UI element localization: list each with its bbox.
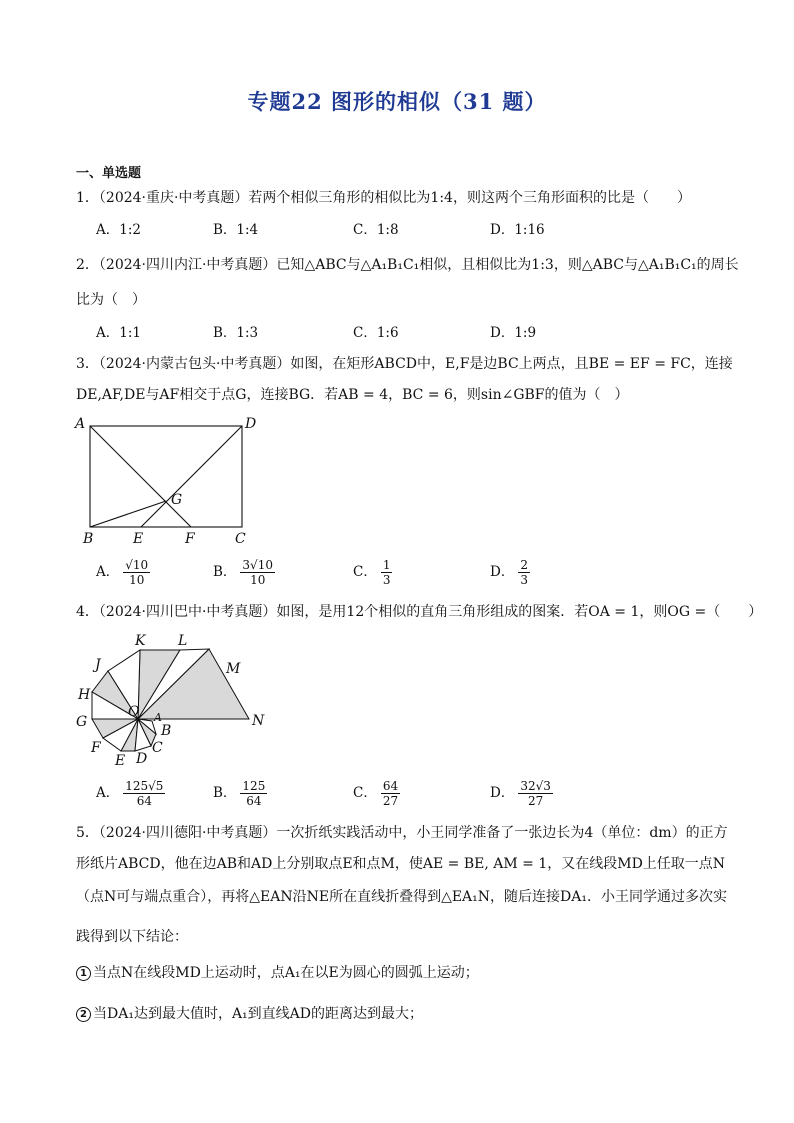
label-h: H: [78, 687, 91, 703]
q4-option-a[interactable]: A． $\frac{125√5}{64}$: [96, 779, 164, 808]
page-title: 专题22 图形的相似（31 题）: [247, 89, 547, 114]
q4-option-c[interactable]: C． $\frac{64}{27}$: [353, 779, 399, 808]
question-3-line1: 3．（2024·内蒙古包头·中考真题）如图，在矩形ABCD中，E,F是边BC上两点，且BE = EF = FC，连接: [76, 356, 733, 372]
label-e: E: [133, 531, 144, 547]
label-g: G: [171, 492, 183, 508]
q2-option-a[interactable]: A．1:1: [96, 325, 141, 341]
spiral-triangles-figure: [72, 628, 272, 770]
q3-option-b[interactable]: B． $\frac{3√10}{10}$: [213, 558, 273, 587]
label-b: B: [161, 723, 172, 739]
q1-option-a[interactable]: A．1:2: [96, 222, 141, 238]
label-g: G: [76, 714, 88, 730]
label-o: O: [128, 704, 140, 720]
question-1-text: 1．（2024·重庆·中考真题）若两个相似三角形的相似比为1:4，则这两个三角形面积的比是（ ）: [76, 190, 691, 206]
question-5-line1: 5．（2024·四川德阳·中考真题）一次折纸实践活动中，小王同学准备了一张边长为4（单位：dm）的正方: [76, 825, 728, 841]
label-f: F: [185, 531, 195, 547]
rectangle-figure: [70, 412, 270, 547]
q1-option-c[interactable]: C．1:8: [353, 222, 399, 238]
label-k: K: [135, 633, 146, 649]
label-f: F: [91, 740, 101, 756]
circled-number-2: 2: [76, 1007, 91, 1022]
label-m: M: [226, 661, 241, 677]
q3-option-a[interactable]: A． $\frac{√10}{10}$: [96, 558, 149, 587]
question-3-line2: DE,AF,DE与AF相交于点G，连接BG．若AB = 4，BC = 6，则sin∠GBF的值为（ ）: [76, 387, 629, 403]
label-j: J: [95, 657, 101, 673]
question-2-line1: 2．（2024·四川内江·中考真题）已知△ABC与△A₁B₁C₁相似，且相似比为1:3，则△ABC与△A₁B₁C₁的周长: [76, 257, 739, 273]
q4-option-b[interactable]: B． $\frac{125}{64}$: [213, 779, 266, 808]
question-5-line3: （点N可与端点重合），再将△EAN沿NE所在直线折叠得到△EA₁N，随后连接DA₁．小王同学通过多次实: [76, 889, 727, 905]
label-a: A: [154, 711, 162, 724]
question-5-line4: 践得到以下结论：: [76, 929, 188, 945]
q5-conclusion-1: 1 当点N在线段MD上运动时，点A₁在以E为圆心的圆弧上运动；: [76, 962, 479, 982]
question-4-text: 4．（2024·四川巴中·中考真题）如图，是用12个相似的直角三角形组成的图案．若OA = 1，则OG =（ ）: [76, 604, 763, 620]
q2-option-b[interactable]: B．1:3: [213, 325, 259, 341]
label-n: N: [252, 713, 265, 729]
label-l: L: [178, 633, 188, 649]
label-b: B: [83, 531, 94, 547]
segment-de: [141, 426, 242, 527]
rectangle-abcd: [90, 426, 242, 527]
label-c: C: [152, 740, 163, 756]
q3-option-c[interactable]: C． $\frac{1}{3}$: [353, 558, 391, 587]
label-d: D: [245, 416, 257, 432]
question-2-line2: 比为（ ）: [76, 292, 146, 308]
segment-af: [90, 426, 191, 527]
q1-option-d[interactable]: D．1:16: [490, 222, 545, 238]
q5-conclusion-2: 2 当DA₁达到最大值时，A₁到直线AD的距离达到最大；: [76, 1003, 423, 1023]
section-heading: 一、单选题: [76, 166, 142, 181]
label-a: A: [75, 416, 86, 432]
circled-number-1: 1: [76, 966, 91, 981]
q2-option-d[interactable]: D．1:9: [490, 325, 537, 341]
q1-option-b[interactable]: B．1:4: [213, 222, 259, 238]
question-5-line2: 形纸片ABCD，他在边AB和AD上分别取点E和点M，使AE = BE, AM = 1，又在线段MD上任取一点N: [76, 856, 726, 872]
label-d: D: [136, 751, 148, 767]
q2-option-c[interactable]: C．1:6: [353, 325, 399, 341]
label-c: C: [235, 531, 246, 547]
q3-option-d[interactable]: D． $\frac{2}{3}$: [490, 558, 528, 587]
q4-option-d[interactable]: D． $\frac{32√3}{27}$: [490, 779, 551, 808]
label-e: E: [115, 753, 126, 769]
